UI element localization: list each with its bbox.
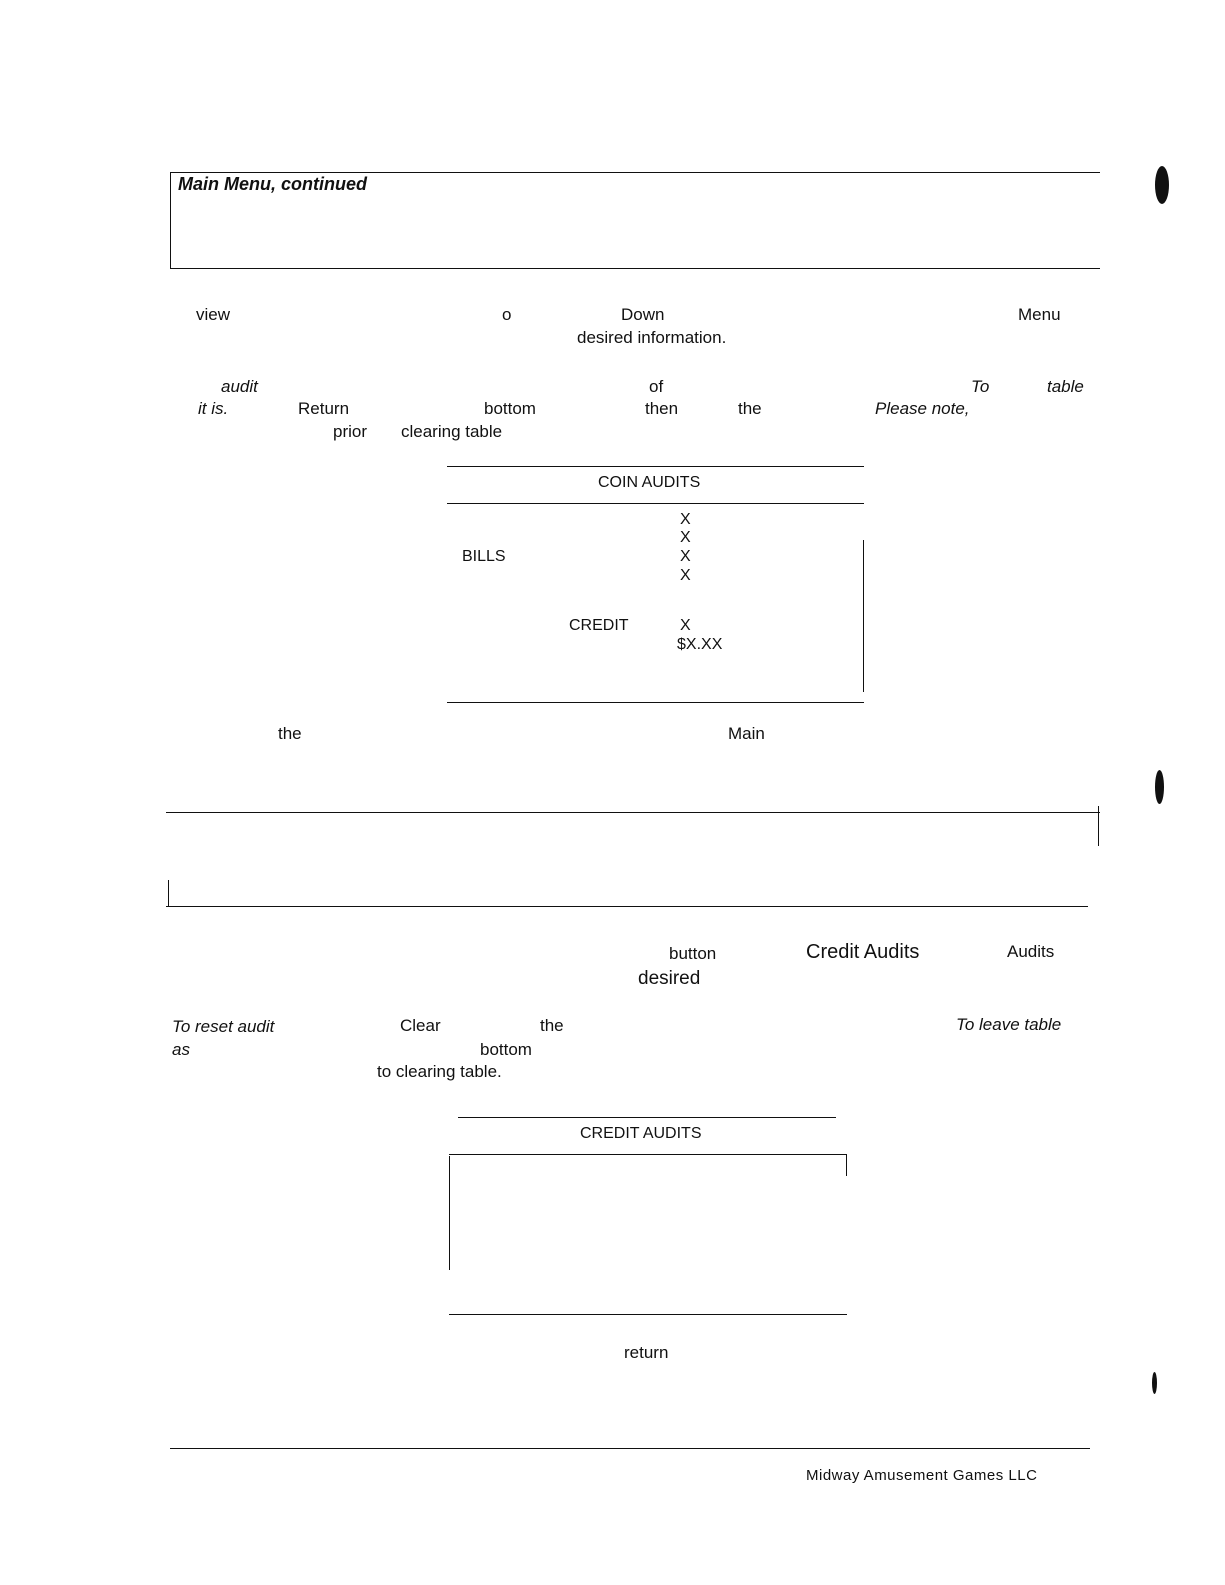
text-fragment: To leave table: [956, 1015, 1062, 1034]
header-left-rule: [168, 880, 169, 906]
text-fragment: button: [669, 944, 717, 963]
text-fragment: as: [172, 1040, 190, 1059]
table-label: CREDIT: [569, 617, 629, 634]
table-title: CREDIT AUDITS: [580, 1125, 702, 1142]
text-fragment: view: [196, 305, 231, 324]
header-bottom-rule: [166, 906, 1088, 907]
text-fragment: the: [278, 724, 302, 743]
text-fragment: To reset audit: [172, 1017, 275, 1036]
table-label: BILLS: [462, 548, 506, 565]
table-value: X: [680, 511, 691, 528]
footer-rule: [170, 1448, 1090, 1449]
table-bottom-rule: [449, 1314, 847, 1315]
table-left-rule: [449, 1156, 450, 1270]
table-right-rule: [863, 540, 864, 692]
text-fragment: Clear: [400, 1016, 441, 1035]
binder-hole-mark: [1155, 166, 1169, 204]
text-fragment: then: [645, 399, 679, 418]
section-title: Main Menu, continued: [178, 174, 367, 194]
header-top-rule: [170, 172, 1100, 173]
text-fragment: Credit Audits: [806, 941, 920, 963]
table-value: X: [680, 548, 691, 565]
text-fragment: desired information.: [577, 328, 727, 347]
text-fragment: To: [971, 377, 990, 396]
text-fragment: Down: [621, 305, 665, 324]
table-title: COIN AUDITS: [598, 474, 701, 491]
header-bottom-rule: [170, 268, 1100, 269]
company-name: Midway Amusement Games LLC: [806, 1467, 1038, 1484]
binder-hole-mark: [1155, 770, 1164, 804]
text-fragment: to clearing table.: [377, 1062, 502, 1081]
table-top-rule: [447, 466, 864, 467]
header-top-rule: [166, 812, 1100, 813]
header-right-rule: [1098, 806, 1099, 846]
table-top-rule: [458, 1117, 836, 1118]
text-fragment: Menu: [1018, 305, 1061, 324]
text-fragment: the: [540, 1016, 564, 1035]
text-fragment: Please note,: [875, 399, 970, 418]
binder-hole-mark: [1152, 1372, 1157, 1394]
table-value: $X.XX: [677, 636, 723, 653]
table-header-rule: [447, 503, 864, 504]
text-fragment: of: [649, 377, 664, 396]
text-fragment: clearing table: [401, 422, 503, 441]
table-bottom-rule: [447, 702, 864, 703]
table-header-rule: [449, 1154, 847, 1155]
table-value: X: [680, 617, 691, 634]
text-fragment: it is.: [198, 399, 229, 418]
text-fragment: bottom: [480, 1040, 532, 1059]
text-fragment: o: [502, 305, 512, 324]
text-fragment: bottom: [484, 399, 536, 418]
table-value: X: [680, 567, 691, 584]
text-fragment: Return: [298, 399, 350, 418]
text-fragment: desired: [638, 968, 701, 989]
table-right-rule: [846, 1154, 847, 1176]
text-fragment: table: [1047, 377, 1084, 396]
table-value: X: [680, 529, 691, 546]
text-fragment: audit: [221, 377, 258, 396]
header-left-rule: [170, 172, 171, 268]
text-fragment: Main: [728, 724, 765, 743]
text-fragment: prior: [333, 422, 368, 441]
text-fragment: the: [738, 399, 762, 418]
text-fragment: Audits: [1007, 942, 1055, 961]
text-fragment: return: [624, 1343, 669, 1362]
